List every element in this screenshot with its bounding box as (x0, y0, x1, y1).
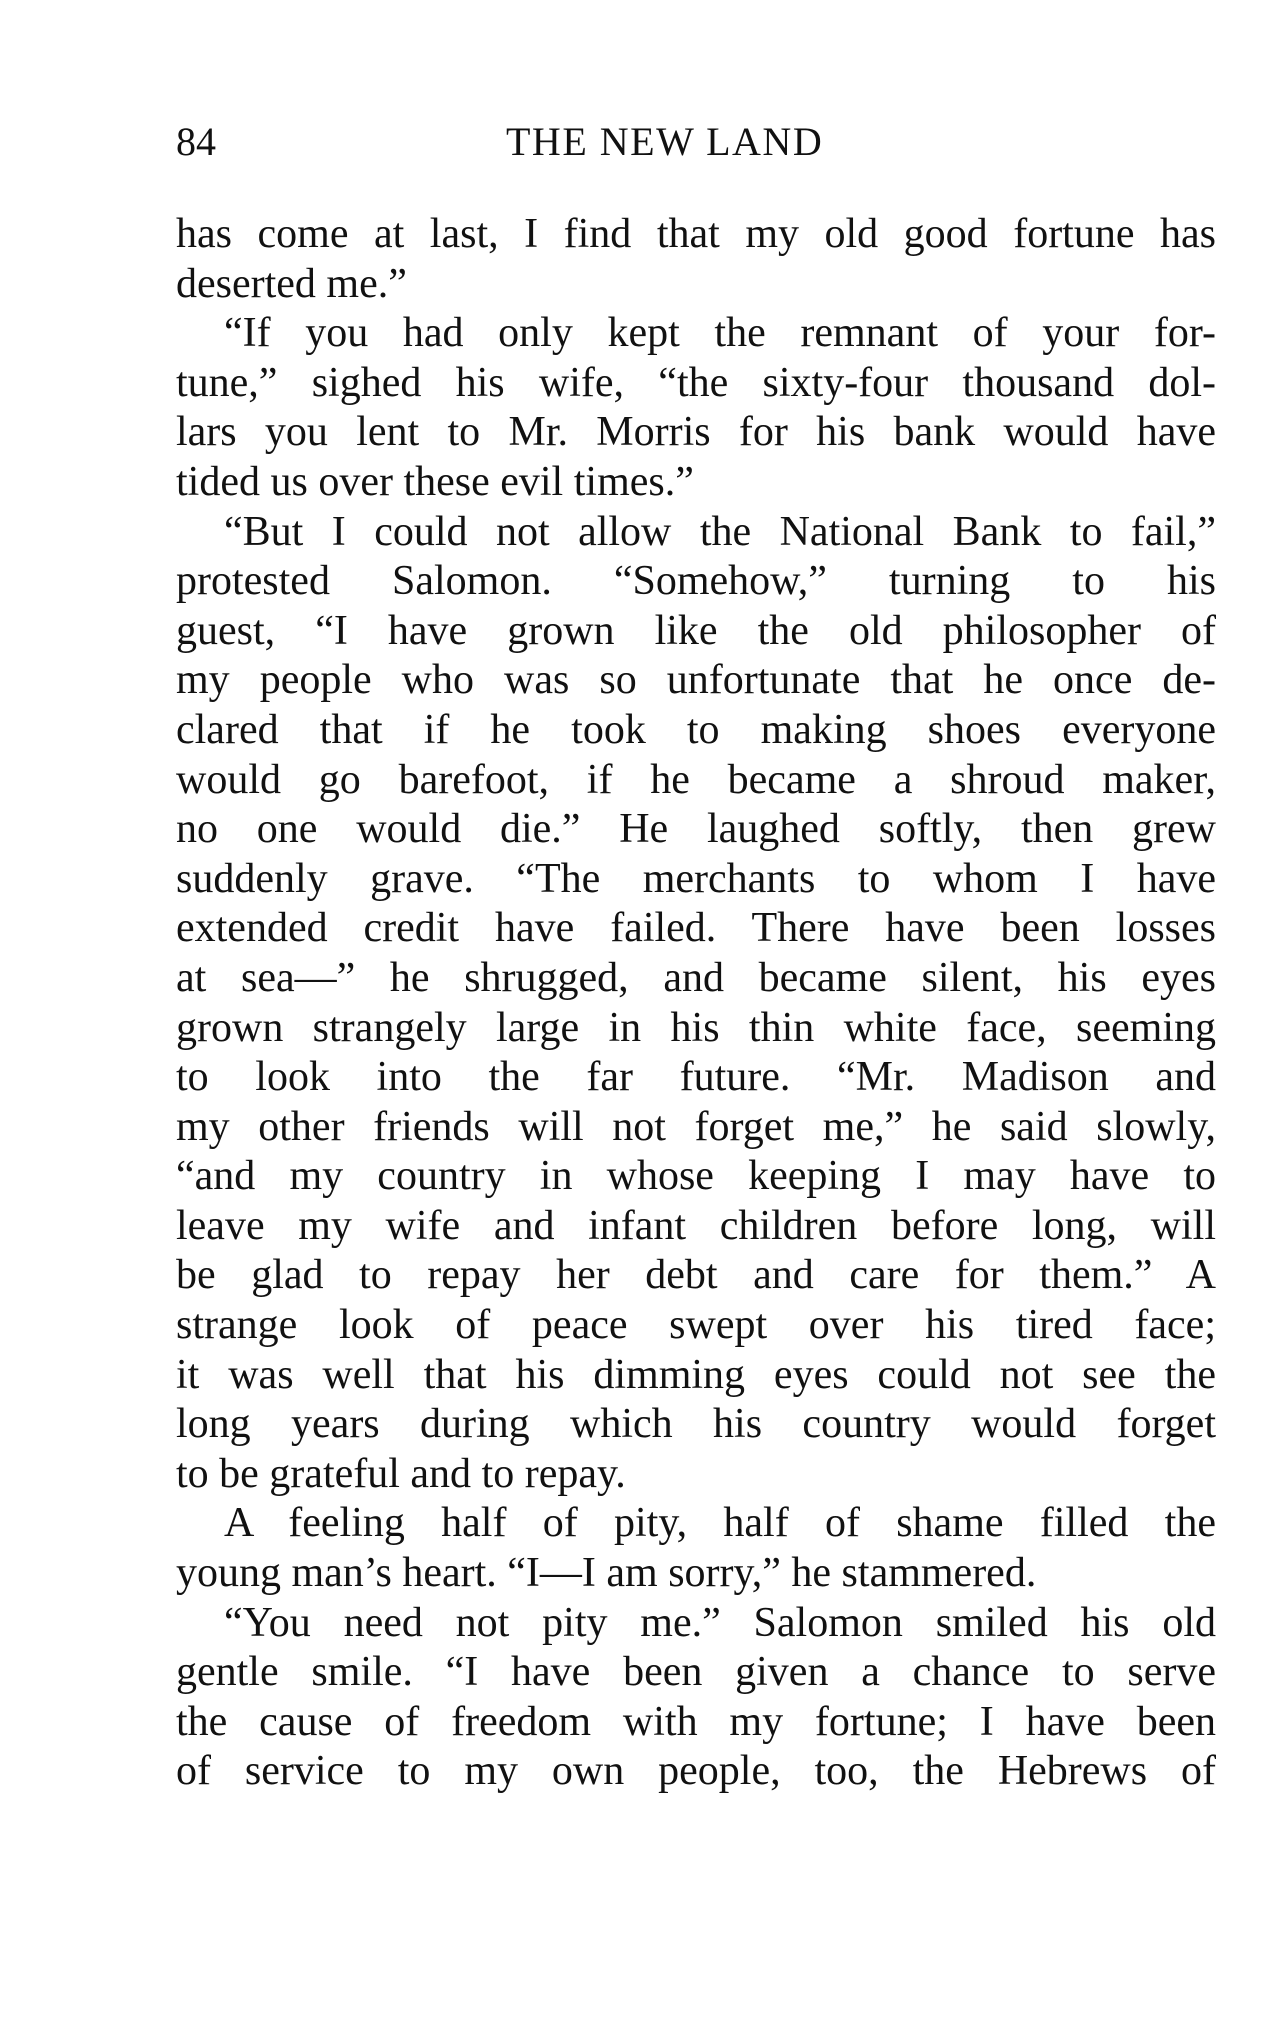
text-line: be glad to repay her debt and care for them.” A (176, 1252, 1216, 1299)
text-line: long years during which his country would forget (176, 1401, 1216, 1448)
text-line: “But I could not allow the National Bank to fail,” (224, 508, 1216, 555)
text-line: leave my wife and infant children before long, will (176, 1202, 1216, 1249)
text-line: guest, “I have grown like the old philosopher of (176, 607, 1216, 654)
text-line: grown strangely large in his thin white face, seeming (176, 1004, 1216, 1051)
page-number: 84 (176, 119, 216, 164)
text-line: “and my country in whose keeping I may have to (176, 1153, 1216, 1200)
running-title: THE NEW LAND (506, 119, 824, 164)
text-line: my people who was so unfortunate that he once de- (176, 657, 1216, 704)
text-line: tided us over these evil times.” (176, 458, 694, 505)
text-line: of service to my own people, too, the Hebrews of (176, 1748, 1216, 1795)
text-line: protested Salomon. “Somehow,” turning to his (176, 558, 1216, 605)
text-line: my other friends will not forget me,” he said slowly, (176, 1103, 1216, 1150)
text-line: has come at last, I find that my old good fortune has (176, 211, 1216, 257)
text-line: suddenly grave. “The merchants to whom I have (176, 855, 1216, 902)
text-line: strange look of peace swept over his tired face; (176, 1302, 1216, 1349)
text-line: deserted me.” (176, 260, 407, 307)
text-line: A feeling half of pity, half of shame filled the (224, 1500, 1216, 1547)
text-line: to be grateful and to repay. (176, 1450, 626, 1497)
text-line: to look into the far future. “Mr. Madison and (176, 1054, 1216, 1101)
text-line: “You need not pity me.” Salomon smiled his old (224, 1599, 1216, 1646)
text-line: gentle smile. “I have been given a chance to serve (176, 1649, 1216, 1696)
text-line: the cause of freedom with my fortune; I have been (176, 1698, 1216, 1745)
text-line: no one would die.” He laughed softly, then grew (176, 806, 1216, 853)
text-line: young man’s heart. “I—I am sorry,” he stammered. (176, 1550, 1037, 1597)
body-text (176, 210, 1216, 1797)
text-line: “If you had only kept the remnant of your for- (224, 310, 1216, 357)
text-line: it was well that his dimming eyes could not see the (176, 1351, 1216, 1398)
text-line: extended credit have failed. There have been losses (176, 905, 1216, 952)
text-line: would go barefoot, if he became a shroud maker, (176, 756, 1216, 803)
text-line: tune,” sighed his wife, “the sixty-four thousand dol- (176, 359, 1216, 406)
text-line: at sea—” he shrugged, and became silent, his eyes (176, 954, 1216, 1001)
text-line: clared that if he took to making shoes everyone (176, 706, 1216, 753)
text-line: lars you lent to Mr. Morris for his bank would have (176, 409, 1216, 456)
running-head (176, 112, 1176, 172)
